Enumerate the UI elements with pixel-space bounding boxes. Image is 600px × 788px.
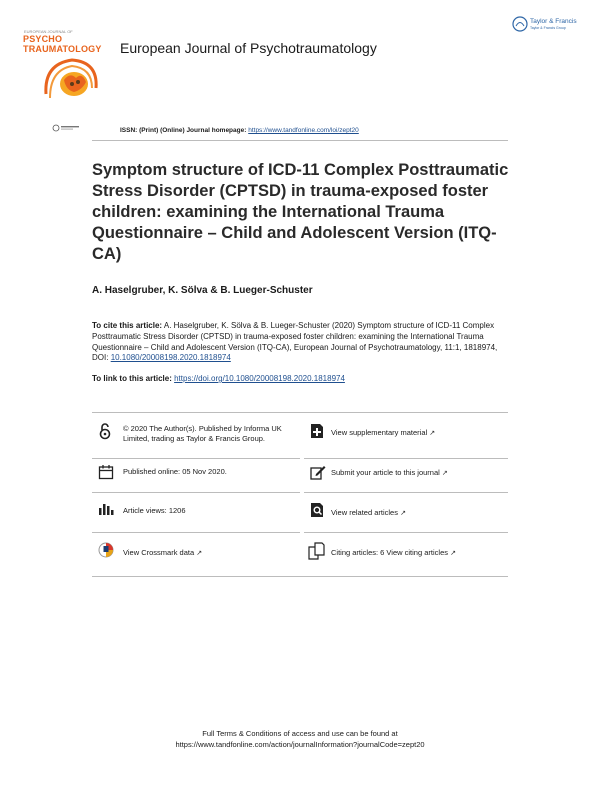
journal-homepage-link[interactable]: https://www.tandfonline.com/loi/zept20 (248, 127, 359, 134)
crossmark-cell[interactable] (92, 540, 300, 568)
article-link-label: To link to this article: (92, 374, 172, 383)
crossmark-icon (98, 542, 114, 558)
article-link-line (92, 374, 345, 383)
article-views-text: Article views: 1206 (123, 506, 186, 515)
grid-divider-2-right (304, 492, 508, 493)
grid-divider-1-right (304, 458, 508, 459)
external-link-icon: ↗ (441, 470, 448, 477)
citing-documents-icon (308, 542, 326, 560)
footer (0, 728, 600, 750)
article-title: Symptom structure of ICD-11 Complex Posttraumatic Stress Disorder (CPTSD) in trauma-exposed foster children: examining the International Trauma Questionnaire – Child and Adolescent Version (ITQ-CA) (92, 161, 509, 263)
grid-divider-3-left (92, 532, 300, 533)
header-divider (92, 140, 508, 141)
supplementary-plus-icon (310, 423, 324, 439)
article-doi-link[interactable]: https://doi.org/10.1080/20008198.2020.1818974 (174, 374, 345, 383)
supplementary-cell[interactable] (304, 420, 508, 452)
published-cell (92, 462, 300, 490)
grid-bottom-divider (92, 576, 508, 577)
external-link-icon: ↗ (429, 430, 436, 437)
publisher-subtitle: Taylor & Francis Group (530, 26, 566, 30)
grid-top-divider (92, 412, 508, 413)
issn-label: ISSN: (Print) (Online) Journal homepage: (120, 127, 247, 134)
submit-cell[interactable] (304, 462, 508, 490)
citing-cell[interactable] (304, 540, 508, 568)
article-authors: A. Haselgruber, K. Sölva & B. Lueger-Schuster (92, 285, 313, 296)
footer-terms-text: Full Terms & Conditions of access and use can be found at (202, 729, 398, 738)
edit-pencil-icon (310, 464, 326, 480)
citation-doi-link[interactable]: 10.1080/20008198.2020.1818974 (110, 353, 231, 363)
footer-terms-url[interactable]: https://www.tandfonline.com/action/journalInformation?journalCode=zept20 (175, 740, 425, 749)
publisher-name: Taylor & Francis (530, 18, 577, 25)
journal-title: European Journal of Psychotraumatology (120, 40, 377, 56)
related-articles-link[interactable]: View related articles ↗ (331, 508, 406, 517)
issn-line (120, 127, 359, 134)
citation-block (92, 321, 512, 364)
calendar-icon (98, 464, 114, 480)
article-views-cell (92, 500, 300, 528)
related-cell[interactable] (304, 500, 508, 528)
journal-logo-text: PSYCHO TRAUMATOLOGY (23, 34, 102, 54)
published-date-text: Published online: 05 Nov 2020. (123, 467, 227, 476)
open-access-cell (92, 420, 300, 456)
crossmark-link[interactable]: View Crossmark data ↗ (123, 548, 203, 557)
journal-logo (20, 24, 104, 106)
journal-logo-small-text: EUROPEAN JOURNAL OF (24, 29, 73, 34)
supplementary-link[interactable]: View supplementary material ↗ (331, 428, 436, 437)
grid-divider-3-right (304, 532, 508, 533)
bar-chart-icon (98, 502, 114, 516)
open-access-text: © 2020 The Author(s). Published by Informa UK Limited, trading as Taylor & Francis Group. (123, 424, 282, 443)
external-link-icon: ↗ (196, 550, 203, 557)
publisher-mini-logo-icon (52, 124, 82, 132)
grid-divider-1-left (92, 458, 300, 459)
citing-articles-link[interactable]: Citing articles: 6 View citing articles ↗ (331, 548, 456, 557)
publisher-logo (512, 14, 584, 38)
external-link-icon: ↗ (400, 510, 406, 517)
publisher-logo-icon (512, 16, 528, 32)
document-search-icon (310, 502, 326, 518)
open-access-icon (98, 422, 112, 440)
citation-text: A. Haselgruber, K. Sölva & B. Lueger-Schuster (2020) Symptom structure of ICD-11 Complex Posttraumatic Stress Disorder (CPTSD) in trauma-exposed foster children: examining the International Trauma Questionnaire – Child and Adolescent Version (ITQ-CA), European Journal of Psychotraumatology, 11:1, 1818974, DOI: (92, 321, 498, 363)
brain-logo-icon (42, 54, 100, 102)
submit-article-link[interactable]: Submit your article to this journal ↗ (331, 468, 448, 477)
citation-label: To cite this article: (92, 321, 163, 330)
grid-divider-2-left (92, 492, 300, 493)
external-link-icon: ↗ (450, 550, 456, 557)
